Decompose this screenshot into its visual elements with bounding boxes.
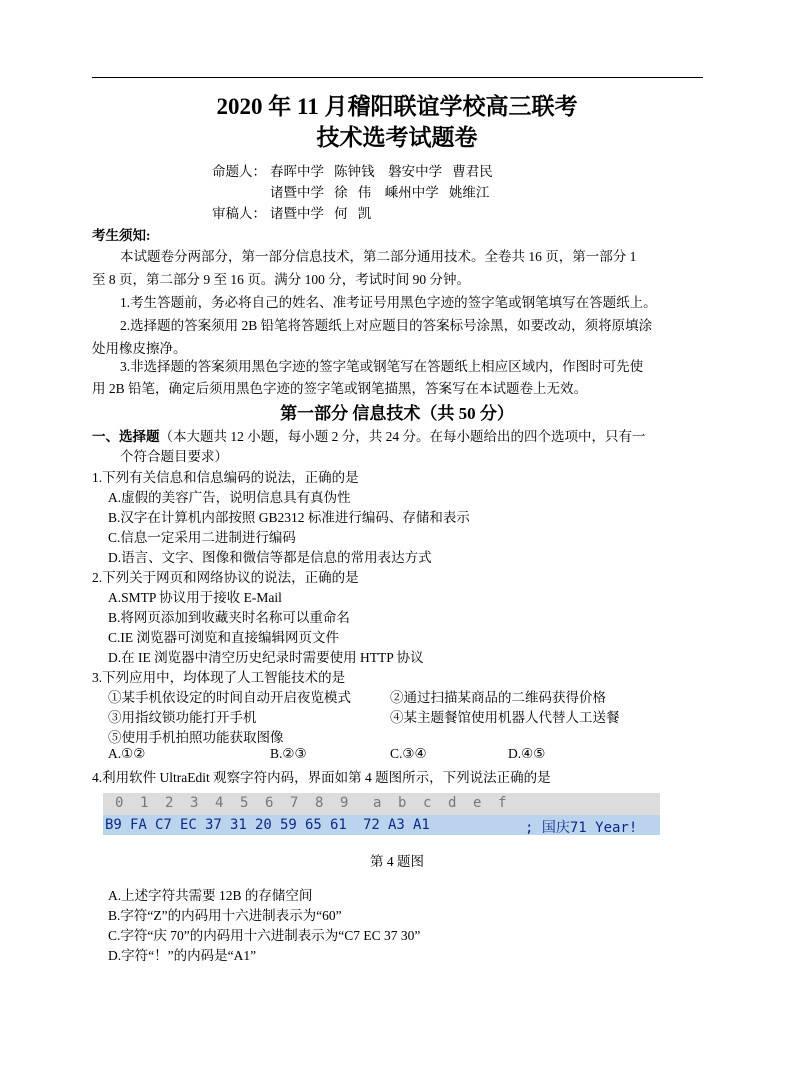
q3-item-5: ⑤使用手机拍照功能获取图像 (108, 730, 284, 745)
hex-col: e (473, 795, 482, 811)
hex-byte: 20 (255, 817, 272, 833)
q2-option-d: D.在 IE 浏览器中清空历史纪录时需要使用 HTTP 协议 (108, 650, 424, 665)
hex-byte: A1 (413, 817, 430, 833)
q1-option-b: B.汉字在计算机内部按照 GB2312 标准进行编码、存储和表示 (108, 510, 470, 525)
ultraedit-hex-view (103, 793, 660, 838)
reviewer-label: 审稿人： (212, 206, 266, 221)
hex-byte: FA (130, 817, 147, 833)
hex-byte: 65 (305, 817, 322, 833)
section1-desc-b: 个符合题目要求） (120, 449, 228, 464)
hex-col: b (398, 795, 407, 811)
q4-stem: 4.利用软件 UltraEdit 观察字符内码，界面如第 4 题图所示，下列说法正确的是 (92, 770, 551, 785)
q2-option-c: C.IE 浏览器可浏览和直接编辑网页文件 (108, 630, 339, 645)
q3-item-2: ②通过扫描某商品的二维码获得价格 (390, 690, 606, 705)
q3-option-c: C.③④ (390, 746, 427, 761)
hex-col: 1 (140, 795, 149, 811)
exam-subtitle: 技术选考试题卷 (316, 125, 478, 150)
author-names-1: 春晖中学 陈钟钱 磐安中学 曹君民 (270, 164, 493, 179)
hex-col: 7 (290, 795, 299, 811)
q1-option-c: C.信息一定采用二进制进行编码 (108, 530, 296, 545)
q3-option-b: B.②③ (270, 746, 307, 761)
hex-col: 0 (115, 795, 124, 811)
q3-item-1: ①某手机依设定的时间自动开启夜览模式 (108, 690, 351, 705)
hex-ascii-text: ; 国庆71 Year! (525, 820, 638, 836)
q1-option-a: A.虚假的美容广告，说明信息具有真伪性 (108, 490, 351, 505)
header-rule (92, 77, 703, 78)
notice-p4b: 用 2B 铅笔，确定后须用黑色字迹的签字笔或钢笔描黑，答案写在本试题卷上无效。 (92, 381, 588, 396)
q2-stem: 2.下列关于网页和网络协议的说法，正确的是 (92, 570, 359, 585)
notice-p3b: 处用橡皮擦净。 (92, 341, 187, 356)
notice-p1a: 本试题卷分两部分，第一部分信息技术，第二部分通用技术。全卷共 16 页，第一部分 1 (120, 249, 637, 264)
q3-option-d: D.④⑤ (508, 746, 546, 761)
part1-title: 第一部分 信息技术（共 50 分） (280, 404, 514, 423)
hex-col: 3 (190, 795, 199, 811)
q2-option-b: B.将网页添加到收藏夹时名称可以重命名 (108, 610, 350, 625)
hex-col: a (373, 795, 382, 811)
hex-byte: 31 (230, 817, 247, 833)
author-names-2: 诸暨中学 徐 伟 嵊州中学 姚维江 (270, 185, 490, 200)
section1-label: 一、选择题 (92, 429, 160, 444)
figure-caption: 第 4 题图 (370, 854, 424, 869)
q4-option-c: C.字符“庆 70”的内码用十六进制表示为“C7 EC 37 30” (108, 928, 421, 943)
q3-item-3: ③用指纹锁功能打开手机 (108, 710, 257, 725)
hex-col: 2 (165, 795, 174, 811)
q4-option-d: D.字符“！”的内码是“A1” (108, 948, 257, 963)
notice-p3a: 2.选择题的答案须用 2B 铅笔将答题纸上对应题目的答案标号涂黑，如要改动，须将原填涂 (120, 318, 653, 333)
hex-col: c (423, 795, 432, 811)
hex-data-row (103, 815, 660, 835)
author-label: 命题人： (212, 164, 266, 179)
notice-heading: 考生须知: (92, 228, 151, 243)
q1-stem: 1.下列有关信息和信息编码的说法，正确的是 (92, 470, 359, 485)
hex-col: f (498, 795, 507, 811)
hex-byte: 61 (330, 817, 347, 833)
hex-column-header (103, 793, 660, 816)
hex-byte: 59 (280, 817, 297, 833)
q3-stem: 3.下列应用中，均体现了人工智能技术的是 (92, 670, 346, 685)
q3-option-a: A.①② (108, 746, 146, 761)
exam-title: 2020 年 11 月稽阳联谊学校高三联考 (216, 94, 578, 119)
hex-byte: A3 (388, 817, 405, 833)
hex-col: d (448, 795, 457, 811)
q3-item-4: ④某主题餐馆使用机器人代替人工送餐 (390, 710, 620, 725)
hex-byte: 37 (205, 817, 222, 833)
notice-p2: 1.考生答题前，务必将自己的姓名、准考证号用黑色字迹的签字笔或钢笔填写在答题纸上。 (120, 295, 657, 310)
q4-option-a: A.上述字符共需要 12B 的存储空间 (108, 888, 313, 903)
q4-option-b: B.字符“Z”的内码用十六进制表示为“60” (108, 908, 342, 923)
q2-option-a: A.SMTP 协议用于接收 E-Mail (108, 590, 282, 605)
section1-desc: （本大题共 12 小题，每小题 2 分，共 24 分。在每小题给出的四个选项中，只有一 (159, 429, 646, 444)
notice-p1b: 至 8 页，第二部分 9 至 16 页。满分 100 分，考试时间 90 分钟。 (92, 272, 470, 287)
section1-heading (92, 425, 646, 445)
reviewer-names: 诸暨中学 何 凯 (270, 206, 372, 221)
hex-col: 6 (265, 795, 274, 811)
hex-col: 5 (240, 795, 249, 811)
hex-byte: 72 (363, 817, 380, 833)
hex-col: 9 (340, 795, 349, 811)
hex-byte: B9 (105, 817, 122, 833)
hex-col: 4 (215, 795, 224, 811)
q1-option-d: D.语言、文字、图像和微信等都是信息的常用表达方式 (108, 550, 432, 565)
hex-byte: C7 (155, 817, 172, 833)
hex-col: 8 (315, 795, 324, 811)
notice-p4a: 3.非选择题的答案须用黑色字迹的签字笔或钢笔写在答题纸上相应区域内，作图时可先使 (120, 359, 644, 374)
hex-byte: EC (180, 817, 197, 833)
